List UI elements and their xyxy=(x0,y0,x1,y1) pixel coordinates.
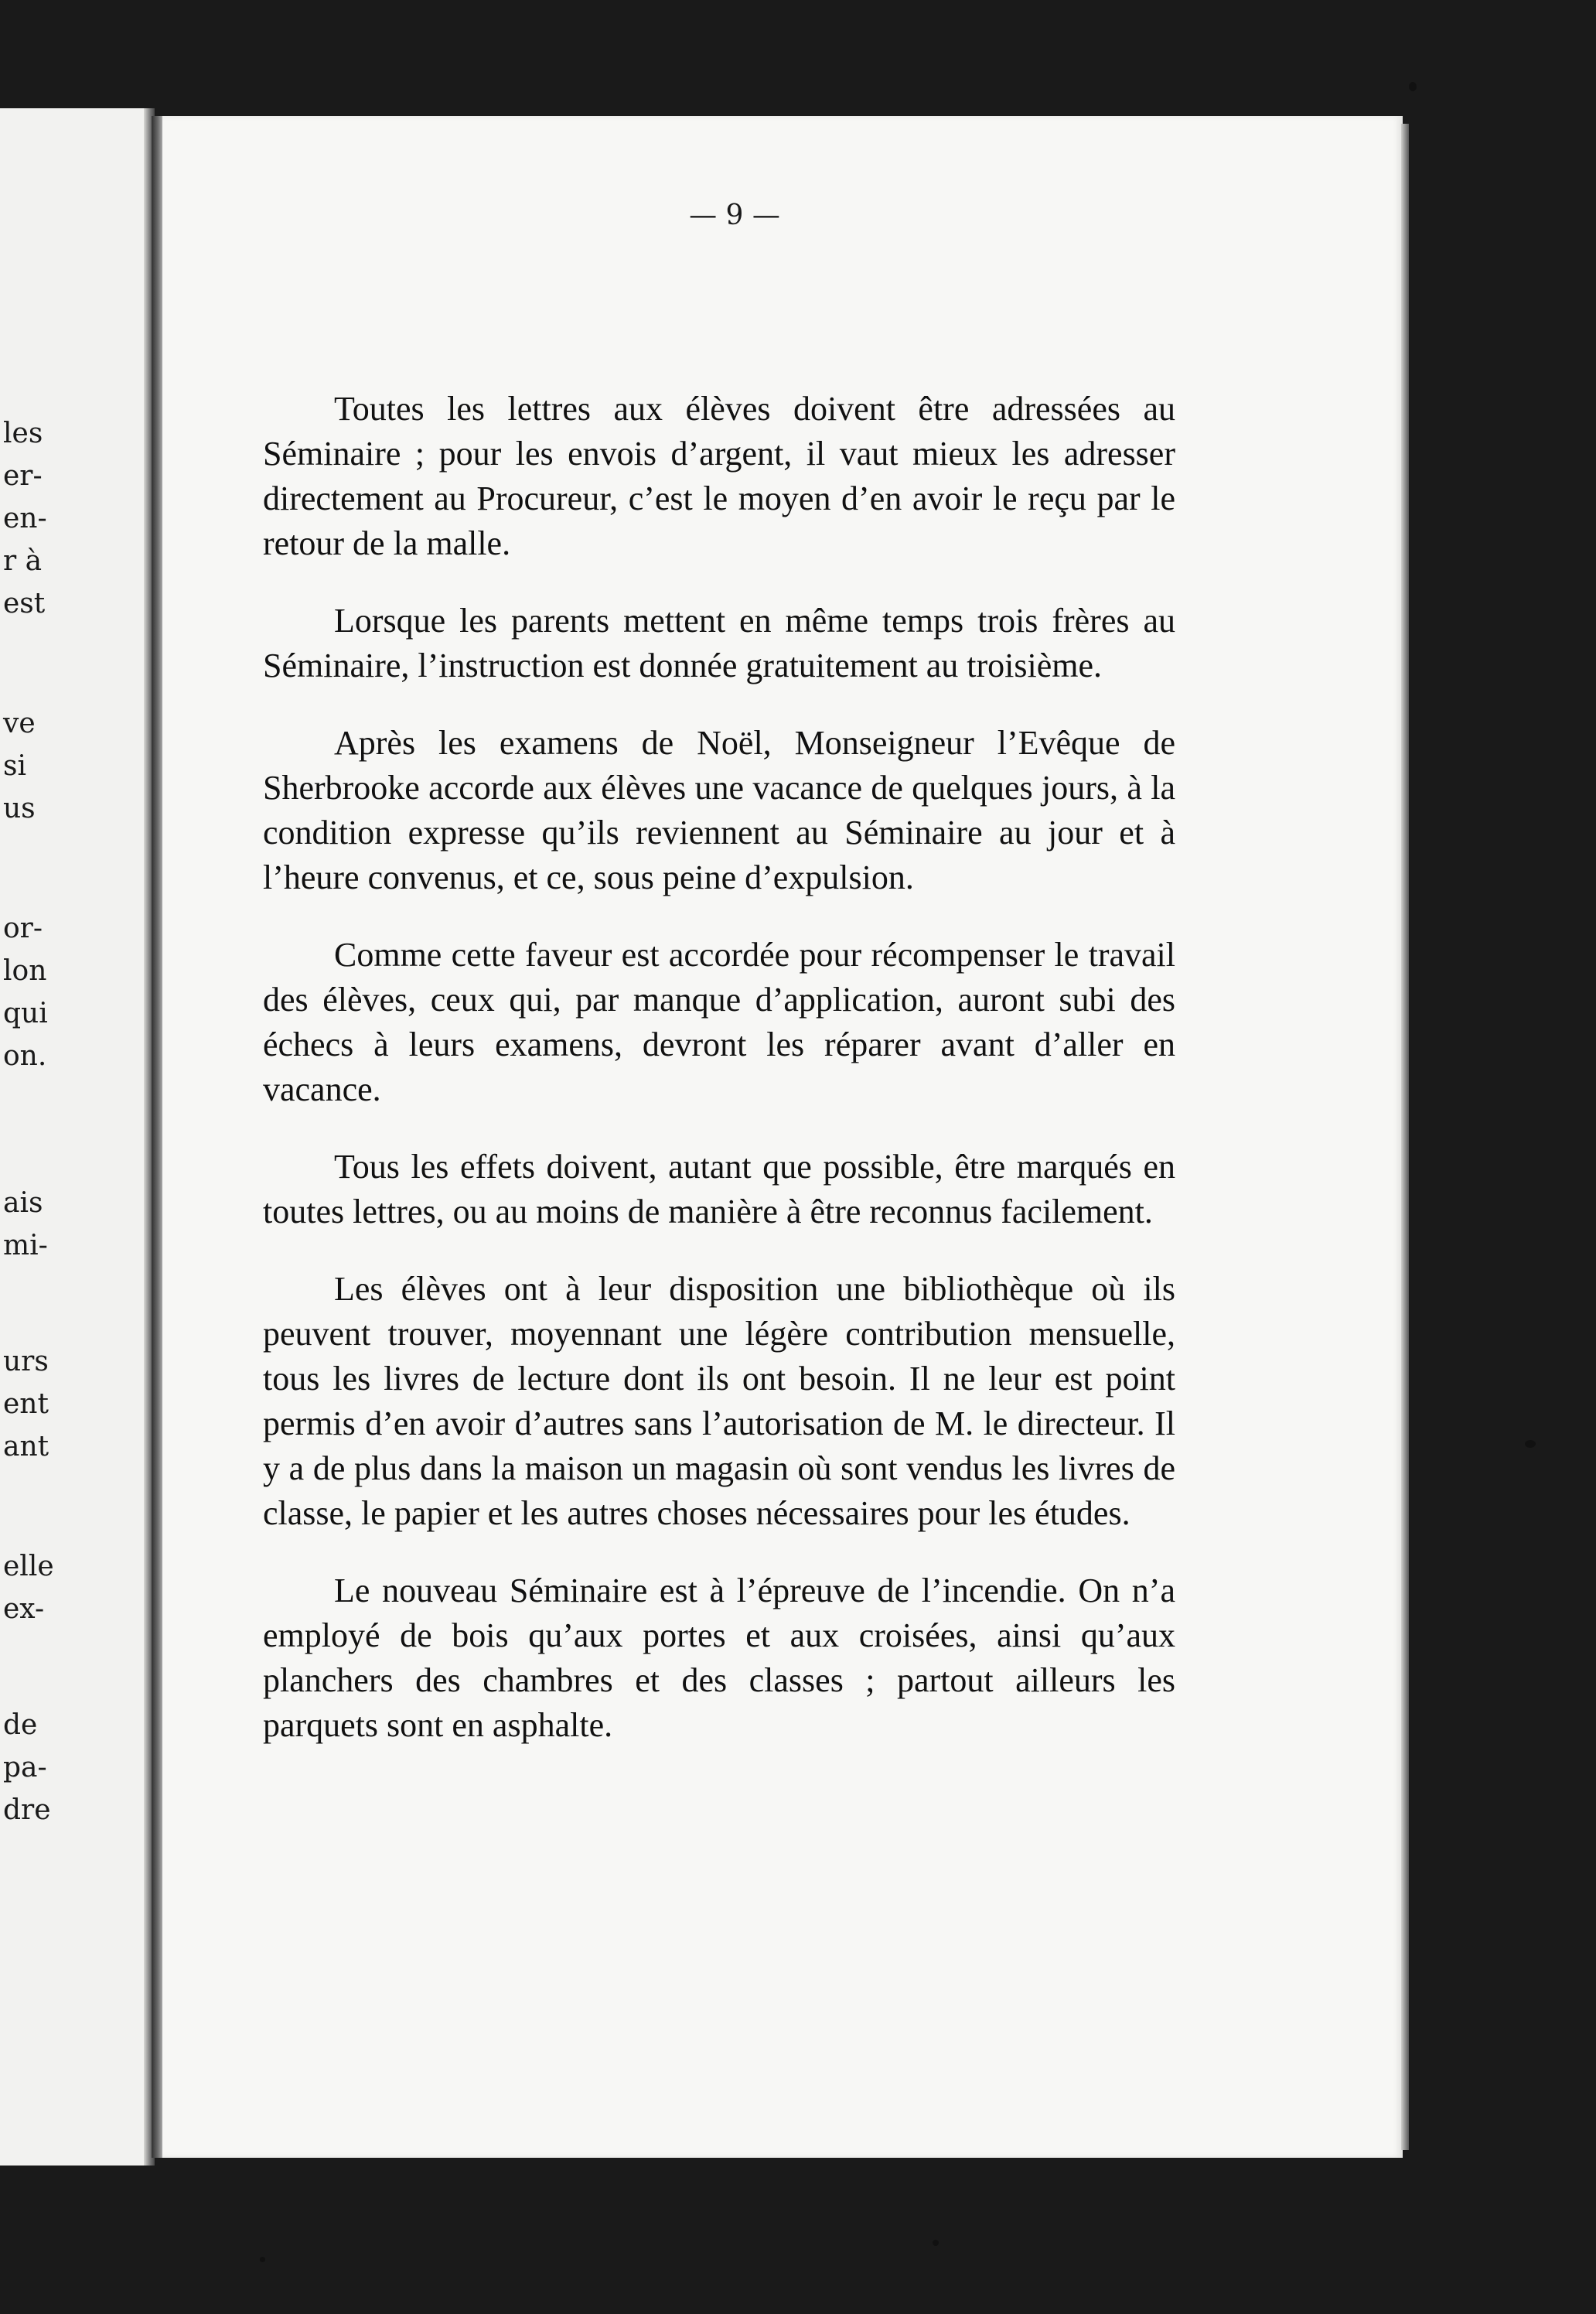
paragraph: Lorsque les parents mettent en même temps trois frères au Séminaire, l’instruction est donnée gratuitement au troisième. xyxy=(263,602,1175,684)
left-fragment: dre xyxy=(3,1794,51,1826)
left-fragment: us xyxy=(3,793,36,824)
dust-speck xyxy=(1525,1440,1536,1448)
left-fragment: ais xyxy=(3,1187,43,1219)
left-fragment: elle xyxy=(3,1551,54,1582)
left-fragment: si xyxy=(3,750,26,782)
dust-speck xyxy=(1409,82,1417,91)
left-fragment: ent xyxy=(3,1388,49,1420)
paragraph: Après les examens de Noël, Monseigneur l’Evêque de Sherbrooke accorde aux élèves une vacance de quelques jours, à la condition expresse qu’ils reviennent au Séminaire au jour et à l’heure convenus, et ce, sous peine d’expulsion. xyxy=(263,724,1175,896)
page-edge-shadow xyxy=(1401,124,1409,2150)
left-fragment: on. xyxy=(3,1040,47,1072)
left-fragment: de xyxy=(3,1709,38,1741)
left-fragment: lon xyxy=(3,955,47,987)
page-number: — 9 — xyxy=(689,200,780,231)
left-fragment: ex- xyxy=(3,1593,45,1625)
paragraph: Comme cette faveur est accordée pour récompenser le travail des élèves, ceux qui, par manque d’application, auront subi des échecs à leurs examens, devront les réparer avant d’aller en vacance. xyxy=(263,936,1175,1108)
left-fragment: pa- xyxy=(3,1752,47,1783)
dust-speck xyxy=(260,2257,265,2262)
paragraph: Toutes les lettres aux élèves doivent être adressées au Séminaire ; pour les envois d’argent, il vaut mieux les adresser directement au Procureur, c’est le moyen d’en avoir le reçu par le retour de la malle. xyxy=(263,390,1175,562)
paragraph: Tous les effets doivent, autant que possible, être marqués en toutes lettres, ou au moins de manière à être reconnus facilement. xyxy=(263,1148,1175,1230)
left-fragment: qui xyxy=(3,998,48,1029)
left-fragment: urs xyxy=(3,1346,49,1377)
left-fragment: ant xyxy=(3,1431,49,1462)
paragraph: Les élèves ont à leur disposition une bibliothèque où ils peuvent trouver, moyennant une légère contribution mensuelle, tous les livres de lecture dont ils ont besoin. Il ne leur est point permis d’en avoir d’autres sans l’autorisation de M. le directeur. Il y a de plus dans la maison un magasin où sont vendus les livres de classe, le papier et les autres choses nécessaires pour les études. xyxy=(263,1270,1175,1532)
page-body xyxy=(263,387,1175,1780)
left-fragment: est xyxy=(3,588,46,619)
left-fragment: en- xyxy=(3,503,47,534)
paragraph: Le nouveau Séminaire est à l’épreuve de l’incendie. On n’a employé de bois qu’aux portes et aux croisées, ainsi qu’aux planchers des chambres et des classes ; partout ailleurs les parquets sont en asphalte. xyxy=(263,1572,1175,1744)
left-fragment: or- xyxy=(3,913,43,944)
dust-speck xyxy=(933,2240,939,2246)
left-fragment: er- xyxy=(3,460,43,492)
left-fragment: mi- xyxy=(3,1230,48,1261)
previous-page-edge xyxy=(0,108,155,2166)
left-fragment: ve xyxy=(3,708,36,739)
left-fragment: r à xyxy=(3,545,43,577)
left-fragment: les xyxy=(3,418,43,449)
